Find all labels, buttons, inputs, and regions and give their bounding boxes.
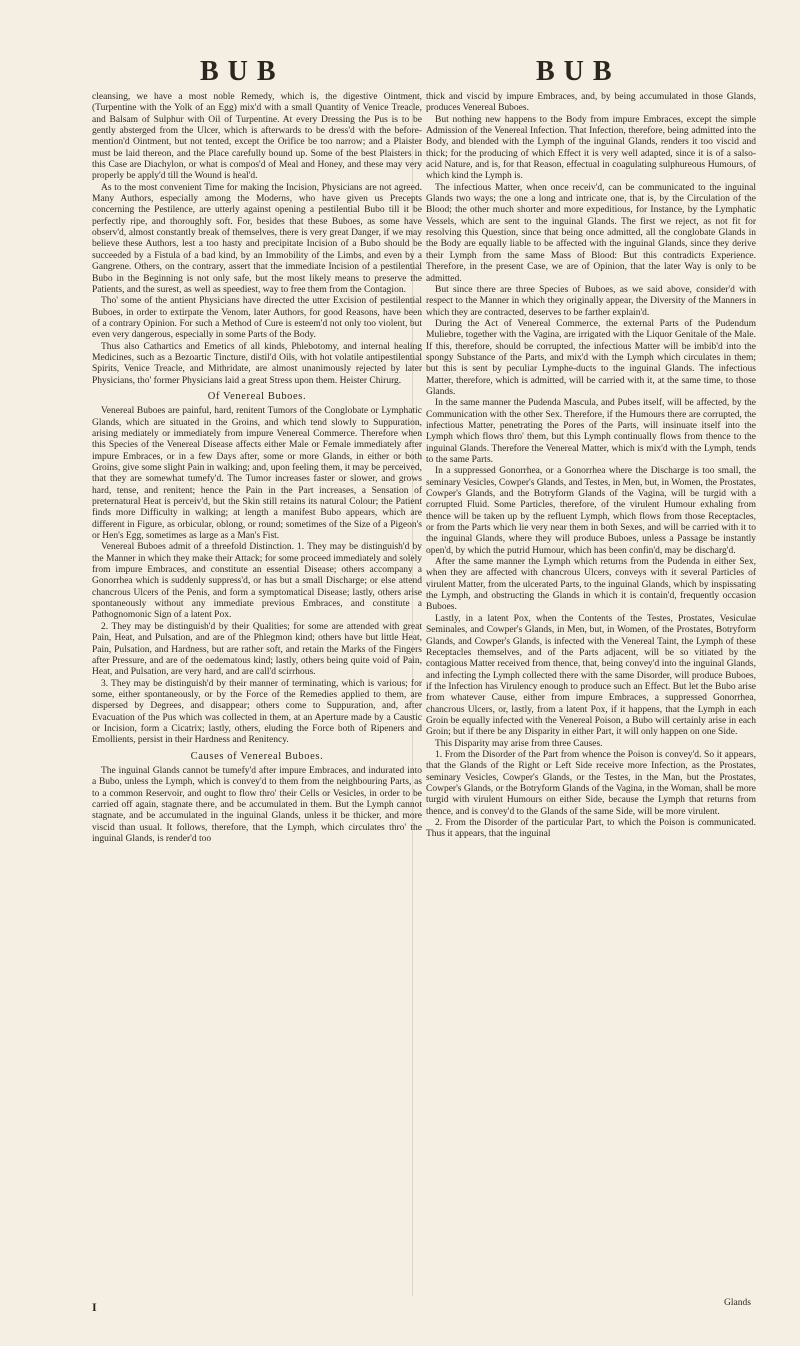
- paragraph: In a suppressed Gonorrhea, or a Gonorrhea where the Discharge is too small, the seminary Vesicles, Cowper's Glands, and Testes, in Men, but, in Women, the Prostates, Cowper's Glands, and the Botryform Glands of the Vagina, will be turgid with a corrupted Fluid. Some Particles, therefore, of the virulent Humour exhaling from thence will be taken up by the refluent Lymph, which flows from those Receptacles, or from the Parts which lie very near them in both Sexes, and will be carried with it to the inguinal Glands, where they will produce Buboes, unless a Passage be instantly open'd, by which the putrid Humour, which has been confin'd, may be discharg'd.: [426, 466, 756, 556]
- right-column: [426, 92, 756, 841]
- paragraph: thick and viscid by impure Embraces, and, by being accumulated in those Glands, produces Venereal Buboes.: [426, 92, 756, 114]
- running-header: [0, 56, 800, 90]
- paragraph: Lastly, in a latent Pox, when the Contents of the Testes, Prostates, Vesiculae Seminales, and Cowper's Glands, in Men, but, in Women, of the Prostates, Botryform Glands, and Cowper's Glands, is infected with the Venereal Taint, the Lymph of these Receptacles themselves, and of the Parts adjacent, will be so vitiated by the contagious Matter received from thence, that, being convey'd into the inguinal Glands, and infecting the Lymph collected there with the same Disorder, will produce Buboes, if the Infection has Virulency enough to produce such an Effect. But let the Bubo arise from whatever Cause, either from impure Embraces, a suppressed Gonorrhea, chancrous Ulcers, or, lastly, from a latent Pox, if it happens, that the Lymph in each Groin be equally infected with the Venereal Poison, a Bubo will certainly arise in each Groin; but if there be any Disparity in either Part, it will only happen on one Side.: [426, 613, 756, 738]
- paragraph: cleansing, we have a most noble Remedy, which is, the digestive Ointment, (Turpentine with the Yolk of an Egg) mix'd with a small Quantity of Venice Treacle, and Balsam of Sulphur with Oil of Turpentine. At every Dressing the Pus is to be gently absterged from the Ulcer, which is afterwards to be dress'd with the before-mention'd Ointment, but not tented, except the Orifice be too narrow; and a Plaister must be laid thereon, and the Place carefully bound up. Some of the best Plaisters in this Case are Diachylon, or what is compos'd of Meal and Honey, and these may very properly be apply'd till the Wound is heal'd.: [92, 92, 422, 182]
- signature-mark: I: [92, 1300, 97, 1314]
- running-head-right: BUB: [536, 56, 621, 87]
- paragraph: Thus also Cathartics and Emetics of all kinds, Phlebotomy, and internal healing Medicines, such as a Bezoartic Tincture, distil'd Oils, with hot volatile antipestilential Spirits, Venice Treacle, and Mithridate, are almost unanimously rejected by later Physicians, tho' former Physicians laid a great Stress upon them. Heister Chirurg.: [92, 341, 422, 386]
- paragraph: The infectious Matter, when once receiv'd, can be communicated to the inguinal Glands two ways; the one a long and intricate one, that is, by the Circulation of the Blood; the other much shorter and more expeditious, for Instance, by the Lymphatic Vessels, which are sent to the inguinal Glands. The first we reject, as not fit for resolving this Question, since that being once admitted, all the conglobate Glands in the Body are equally liable to be affected with the inguinal Glands, since they derive their Lymph from the same Mass of Blood: But this contradicts Experience. Therefore, in the present Case, we are of Opinion, that the later Way is only to be admitted.: [426, 182, 756, 284]
- section-heading: Of Venereal Buboes.: [207, 390, 307, 402]
- paragraph: Tho' some of the antient Physicians have directed the utter Excision of pestilential Buboes, in order to extirpate the Venom, later Authors, for good Reasons, have been of a contrary Opinion. For such a Method of Cure is esteem'd not only too violent, but even very dangerous, especially in some Parts of the Body.: [92, 296, 422, 341]
- section-heading: Causes of Venereal Buboes.: [190, 750, 324, 762]
- paragraph: But since there are three Species of Buboes, as we said above, consider'd with respect to the Manner in which they originally appear, the Diversity of the Manners in which they are contracted, deserves to be farther explain'd.: [426, 284, 756, 318]
- paragraph: The inguinal Glands cannot be tumefy'd after impure Embraces, and indurated into a Bubo, unless the Lymph, which is convey'd to them from the neighbouring Parts, as to a common Reservoir, and ought to flow thro' their Cells or Vesicles, in order to be carried off again, stagnate there, and be accumulated in them. But the Lymph cannot stagnate, and be accumulated in the inguinal Glands, unless it be thicker, and more viscid than usual. It follows, therefore, that the Lymph, which circulates thro' the inguinal Glands, is render'd too: [92, 765, 422, 844]
- paragraph: 3. They may be distinguish'd by their manner of terminating, which is various; for some, either spontaneously, or by the Force of the Remedies applied to them, are dispersed by Degrees, and disappear; others come to Suppuration, and, after Evacuation of the Pus which was collected in them, at an Aperture made by a Caustic or Incision, form a Cicatrix; lastly, others, eluding the Force both of Ripeners and Emollients, persist in their Hardness and Renitency.: [92, 678, 422, 746]
- left-column: [92, 92, 422, 845]
- paragraph: Venereal Buboes are painful, hard, renitent Tumors of the Conglobate or Lymphatic Glands, which are situated in the Groins, and which tend slowly to Suppuration, arising mediately or immediately from impure Venereal Commerce. Therefore when this Species of the Venereal Disease affects either Male or Female immediately after impure Embraces, or in a few Days after, some or more Glands, in either or both Groins, give some slight Pain in walking; and, upon feeling them, it may be perceived, that they are somewhat tumefy'd. The Tumor increases faster or slower, and grows hard, tense, and renitent; hence the Pain in the Part increases, a Sensation of preternatural Heat is perceiv'd, but the Skin still retains its natural Colour; the Patient finds more Difficulty in walking; at length a manifest Bubo appears, which are different in Figure, as orbicular, oblong, or round; sometimes of the Size of a Pigeon's or Hen's Egg, sometimes as large as a Man's Fist.: [92, 406, 422, 542]
- catchword: Glands: [724, 1298, 751, 1308]
- paragraph: After the same manner the Lymph which returns from the Pudenda in either Sex, when they are affected with chancrous Ulcers, conveys with it several Particles of virulent Matter, from the ulcerated Parts, to the inguinal Glands, which by inspissating the Lymph, and obstructing the Glands in which it is contain'd, frequently occasion Buboes.: [426, 557, 756, 613]
- paragraph: Venereal Buboes admit of a threefold Distinction. 1. They may be distinguish'd by the Manner in which they make their Attack; for some proceed immediately and solely from impure Embraces, and constitute an essential Disease; others accompany a Gonorrhea which is suddenly suppress'd, or has but a small Discharge; or else attend chancrous Ulcers of the Penis, and form a symptomatical Disease; lastly, others arise spontaneously without any immediate previous Embraces, and constitute a Pathognomonic Sign of a latent Pox.: [92, 542, 422, 621]
- paragraph: This Disparity may arise from three Causes.: [435, 738, 603, 749]
- paragraph: As to the most convenient Time for making the Incision, Physicians are not agreed. Many Authors, especially among the Moderns, who have given us Precepts concerning the Pestilence, are utterly against opening a pestilential Bubo till it be perfectly ripe, and thoroughly soft. For, besides that these Buboes, as some have observ'd, almost constantly break of themselves, there is very great Danger, if we may believe these Authors, lest a too hasty and precipitate Incision of a Bubo should be succeeded by a Fistula of a bad kind, by an Immobility of the Limbs, and even by a Gangrene. Others, on the contrary, assert that the immediate Incision of a pestilential Bubo in the Beginning is not only safe, but the most likely means to preserve the Patients, and the surest, as well as speediest, way to free them from the Contagion.: [92, 182, 422, 295]
- running-head-left: BUB: [200, 56, 285, 87]
- paragraph: During the Act of Venereal Commerce, the external Parts of the Pudendum Muliebre, together with the Vagina, are irrigated with the Liquor Genitale of the Male. If this, therefore, should be corrupted, the infectious Matter will be imbib'd into the spongy Substance of the Parts, and mix'd with the Lymph which circulates in them; but this is sent by peculiar Lymphe-ducts to the inguinal Glands. The infectious Matter, therefore, which is admitted, will be carried with it, at the same time, to those Glands.: [426, 318, 756, 397]
- paragraph: In the same manner the Pudenda Mascula, and Pubes itself, will be affected, by the Communication with the other Sex. Therefore, if the Humours there are corrupted, the infectious Matter, penetrating the Pores of the Parts, will insinuate itself into the Lymph which flows thro' them, but this Lymph continually flows from thence to the inguinal Glands. Therefore the Venereal Matter, which is mix'd with the Lymph, tends to the same Parts.: [426, 398, 756, 465]
- paragraph: 2. They may be distinguish'd by their Qualities; for some are attended with great Pain, Heat, and Pulsation, and are of the Phlegmon kind; others have but little Heat, Pain, Pulsation, and Hardness, but are rather soft, and retain the Marks of the Fingers after Pressure, and are of the oedematous kind; lastly, others being quite void of Pain, Heat, and Pulsation, are very hard, and are call'd scirrhous.: [92, 621, 422, 678]
- paragraph: 2. From the Disorder of the particular Part, to which the Poison is communicated. Thus it appears, that the inguinal: [426, 818, 756, 840]
- paragraph: But nothing new happens to the Body from impure Embraces, except the simple Admission of the Venereal Infection. That Infection, therefore, being admitted into the Body, and blended with the Lymph of the inguinal Glands, renders it too viscid and thick; for the producing of which Effect it is very well adapted, since it is of a salso-acid Nature, and is, for that Reason, effectual in coagulating sulphureous Humours, of which kind the Lymph is.: [426, 114, 756, 182]
- paragraph: 1. From the Disorder of the Part from whence the Poison is convey'd. So it appears, that the Glands of the Right or Left Side receive more Infection, as the Prostates, seminary Vesicles, Cowper's Glands, or the Testes, in the Man, but the Prostates, Cowper's Glands, or the Botryform Glands of the Vagina, in the Woman, shall be more turgid with virulent Humours on either Side, because the Lymph that returns from thence, and is convey'd to the Glands of the same Side, will be more virulent.: [426, 749, 756, 817]
